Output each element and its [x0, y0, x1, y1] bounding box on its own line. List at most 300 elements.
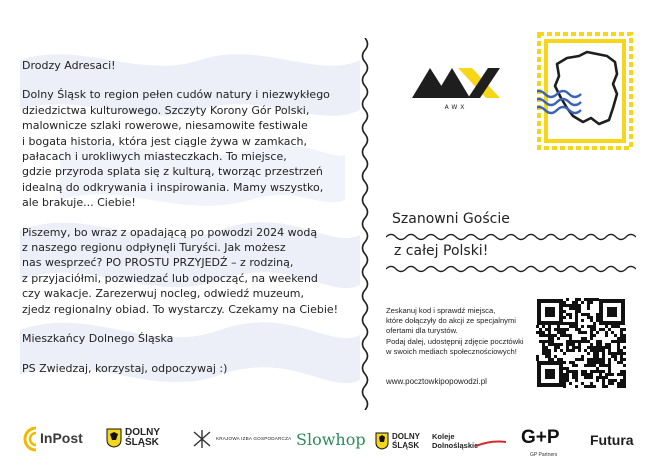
qr-module: [584, 376, 587, 379]
qr-module: [554, 349, 557, 352]
qr-module: [551, 337, 554, 340]
sponsor-dolny-slask-2-top: DOLNY: [392, 432, 420, 441]
qr-module: [596, 340, 599, 343]
qr-module: [611, 379, 614, 382]
qr-module: [575, 304, 578, 307]
qr-module: [569, 313, 572, 316]
qr-module: [554, 355, 557, 358]
qr-module: [581, 301, 584, 304]
qr-module: [578, 298, 581, 301]
qr-module: [602, 328, 605, 331]
sponsor-koleje-top: Koleje: [432, 432, 455, 441]
qr-module: [548, 355, 551, 358]
qr-module: [596, 376, 599, 379]
qr-module: [617, 352, 620, 355]
qr-module: [578, 304, 581, 307]
qr-module: [620, 358, 623, 361]
qr-module: [608, 379, 611, 382]
qr-module: [554, 328, 557, 331]
qr-module: [560, 334, 563, 337]
qr-module: [605, 325, 608, 328]
qr-module: [614, 355, 617, 358]
qr-module: [536, 331, 539, 334]
qr-module: [608, 361, 611, 364]
qr-module: [611, 340, 614, 343]
qr-module: [575, 298, 578, 301]
qr-module: [581, 337, 584, 340]
qr-module: [590, 325, 593, 328]
qr-module: [581, 340, 584, 343]
letter-greeting: Drodzy Adresaci!: [22, 59, 116, 72]
qr-module: [557, 337, 560, 340]
qr-module: [575, 385, 578, 388]
qr-module: [587, 373, 590, 376]
qr-module: [611, 373, 614, 376]
qr-module: [599, 340, 602, 343]
qr-module: [584, 298, 587, 301]
qr-module: [566, 379, 569, 382]
qr-module: [617, 340, 620, 343]
qr-module: [581, 358, 584, 361]
qr-module: [590, 316, 593, 319]
qr-module: [605, 334, 608, 337]
qr-module: [593, 325, 596, 328]
qr-module: [578, 331, 581, 334]
qr-module: [593, 352, 596, 355]
qr-module: [581, 325, 584, 328]
koleje-swoosh-icon: [476, 440, 506, 448]
qr-module: [563, 316, 566, 319]
qr-module: [566, 322, 569, 325]
qr-module: [575, 307, 578, 310]
qr-module: [623, 382, 626, 385]
qr-module: [602, 355, 605, 358]
qr-module: [575, 358, 578, 361]
qr-module: [563, 382, 566, 385]
qr-module: [590, 358, 593, 361]
qr-module: [557, 346, 560, 349]
qr-module: [572, 373, 575, 376]
qr-module: [578, 328, 581, 331]
qr-module: [581, 370, 584, 373]
qr-module: [617, 349, 620, 352]
qr-module: [554, 346, 557, 349]
qr-module: [620, 331, 623, 334]
qr-module: [548, 331, 551, 334]
qr-module: [572, 346, 575, 349]
qr-module: [572, 304, 575, 307]
qr-module: [590, 343, 593, 346]
qr-module: [593, 361, 596, 364]
qr-module: [602, 370, 605, 373]
qr-module: [590, 334, 593, 337]
qr-module: [620, 355, 623, 358]
qr-module: [536, 325, 539, 328]
qr-module: [551, 334, 554, 337]
qr-module: [623, 376, 626, 379]
qr-module: [551, 358, 554, 361]
qr-module: [578, 307, 581, 310]
qr-module: [596, 358, 599, 361]
qr-module: [614, 358, 617, 361]
qr-module: [572, 307, 575, 310]
address-line-2: z całej Polski!: [394, 243, 489, 259]
qr-module: [617, 382, 620, 385]
qr-module: [596, 298, 599, 301]
sponsor-krajowa-izba-gospodarcza: KRAJOWA IZBA GOSPODARCZA: [216, 436, 292, 441]
qr-module: [623, 385, 626, 388]
sponsor-dolny-slask-1-top: DOLNY: [125, 427, 160, 438]
qr-module: [563, 379, 566, 382]
qr-module: [563, 376, 566, 379]
qr-module: [593, 355, 596, 358]
qr-module: [575, 325, 578, 328]
qr-module: [587, 298, 590, 301]
qr-module: [617, 385, 620, 388]
qr-module: [569, 304, 572, 307]
qr-module: [569, 349, 572, 352]
qr-module: [617, 337, 620, 340]
kig-logo-icon: [190, 428, 214, 450]
qr-module: [617, 346, 620, 349]
qr-module: [599, 364, 602, 367]
qr-module: [620, 337, 623, 340]
qr-module: [578, 358, 581, 361]
qr-module: [590, 385, 593, 388]
qr-module: [566, 373, 569, 376]
qr-module: [575, 322, 578, 325]
qr-module: [566, 370, 569, 373]
qr-module: [575, 373, 578, 376]
qr-module: [587, 325, 590, 328]
qr-module: [581, 319, 584, 322]
dolny-slask-crest-icon-2: [375, 432, 389, 450]
qr-module: [590, 349, 593, 352]
qr-module: [557, 328, 560, 331]
qr-module: [596, 346, 599, 349]
qr-code[interactable]: [536, 298, 626, 388]
qr-module: [584, 370, 587, 373]
qr-module: [548, 340, 551, 343]
qr-module: [587, 364, 590, 367]
qr-module: [620, 361, 623, 364]
qr-module: [590, 331, 593, 334]
qr-module: [542, 334, 545, 337]
qr-module: [575, 346, 578, 349]
qr-module: [608, 382, 611, 385]
qr-module: [542, 331, 545, 334]
qr-module: [602, 346, 605, 349]
qr-module: [554, 334, 557, 337]
qr-module: [563, 385, 566, 388]
qr-module: [620, 334, 623, 337]
qr-module: [578, 343, 581, 346]
qr-module: [548, 334, 551, 337]
qr-module: [545, 349, 548, 352]
qr-module: [560, 343, 563, 346]
qr-module: [536, 355, 539, 358]
qr-module: [584, 340, 587, 343]
qr-module: [608, 346, 611, 349]
qr-module: [608, 349, 611, 352]
qr-module: [560, 331, 563, 334]
qr-module: [602, 364, 605, 367]
address-line-1: Szanowni Goście: [392, 211, 510, 227]
qr-module: [557, 325, 560, 328]
qr-module: [608, 352, 611, 355]
qr-module: [599, 370, 602, 373]
qr-module: [596, 349, 599, 352]
qr-module: [620, 385, 623, 388]
qr-module: [596, 319, 599, 322]
qr-module: [563, 331, 566, 334]
qr-module: [575, 313, 578, 316]
qr-module: [566, 349, 569, 352]
qr-module: [596, 355, 599, 358]
qr-module: [545, 355, 548, 358]
qr-module: [599, 328, 602, 331]
qr-module: [542, 346, 545, 349]
qr-module: [572, 376, 575, 379]
qr-module: [605, 364, 608, 367]
qr-module: [548, 337, 551, 340]
qr-module: [566, 298, 569, 301]
qr-module: [596, 313, 599, 316]
qr-module: [539, 340, 542, 343]
qr-module: [620, 379, 623, 382]
qr-module: [563, 304, 566, 307]
letter-ps: PS Zwiedzaj, korzystaj, odpoczywaj :): [22, 361, 228, 375]
qr-module: [602, 361, 605, 364]
qr-module: [614, 352, 617, 355]
qr-module: [593, 334, 596, 337]
qr-module: [605, 331, 608, 334]
qr-module: [602, 358, 605, 361]
qr-module: [599, 346, 602, 349]
qr-module: [599, 358, 602, 361]
qr-module: [575, 310, 578, 313]
qr-module: [569, 307, 572, 310]
qr-module: [623, 346, 626, 349]
qr-module: [590, 298, 593, 301]
qr-module: [599, 361, 602, 364]
sponsor-slowhop: Slowhop: [296, 430, 366, 449]
qr-module: [572, 301, 575, 304]
website-link[interactable]: www.pocztowkipopowodzi.pl: [386, 377, 487, 386]
qr-module: [563, 361, 566, 364]
qr-module: [620, 352, 623, 355]
address-underline-1: [386, 232, 636, 242]
qr-module: [575, 316, 578, 319]
qr-module: [539, 334, 542, 337]
qr-module: [569, 370, 572, 373]
qr-module: [563, 301, 566, 304]
qr-module: [608, 373, 611, 376]
qr-module: [593, 358, 596, 361]
qr-module: [584, 337, 587, 340]
qr-module: [566, 367, 569, 370]
qr-module: [602, 349, 605, 352]
qr-module: [572, 349, 575, 352]
qr-module: [563, 310, 566, 313]
qr-module: [545, 328, 548, 331]
qr-module: [608, 358, 611, 361]
sponsor-gp: G+P: [521, 427, 560, 448]
qr-module: [542, 349, 545, 352]
qr-module: [563, 352, 566, 355]
qr-module: [587, 352, 590, 355]
qr-module: [620, 349, 623, 352]
sponsor-futura: Futura: [590, 432, 634, 448]
qr-module: [557, 331, 560, 334]
qr-module: [605, 373, 608, 376]
qr-module: [623, 364, 626, 367]
qr-module: [623, 373, 626, 376]
qr-module: [560, 328, 563, 331]
dolny-slask-crest-icon: [106, 428, 122, 448]
qr-module: [584, 331, 587, 334]
sponsor-koleje-dolnoslaskie: [432, 432, 478, 450]
qr-module: [608, 364, 611, 367]
qr-module: [614, 340, 617, 343]
qr-module: [590, 301, 593, 304]
qr-module: [623, 328, 626, 331]
qr-module: [569, 382, 572, 385]
qr-module: [542, 340, 545, 343]
qr-module: [620, 340, 623, 343]
qr-module: [584, 364, 587, 367]
letter-text: [22, 58, 362, 376]
qr-module: [587, 376, 590, 379]
qr-module: [578, 349, 581, 352]
qr-module: [572, 340, 575, 343]
qr-module: [551, 340, 554, 343]
sponsor-dolny-slask-2-bottom: ŚLĄSK: [392, 440, 420, 450]
qr-module: [566, 346, 569, 349]
qr-module: [587, 304, 590, 307]
qr-module: [554, 343, 557, 346]
qr-module: [539, 331, 542, 334]
qr-module: [614, 334, 617, 337]
qr-module: [575, 379, 578, 382]
qr-module: [566, 376, 569, 379]
qr-module: [563, 367, 566, 370]
qr-module: [593, 298, 596, 301]
qr-module: [593, 385, 596, 388]
qr-module: [557, 358, 560, 361]
qr-module: [587, 313, 590, 316]
qr-module: [572, 370, 575, 373]
qr-module: [602, 376, 605, 379]
qr-module: [587, 301, 590, 304]
qr-module: [584, 313, 587, 316]
qr-module: [599, 373, 602, 376]
qr-module: [578, 340, 581, 343]
sponsor-dolny-slask-1-bottom: ŚLĄSK: [125, 437, 159, 448]
qr-module: [572, 343, 575, 346]
qr-module: [566, 328, 569, 331]
qr-module: [608, 343, 611, 346]
qr-module: [569, 343, 572, 346]
qr-module: [596, 316, 599, 319]
letter-paragraph-1: Dolny Śląsk to region pełen cudów natury i niezwykłego dziedzictwa kulturowego. Szczyty Korony Gór Polski, malownicze szlaki rowerowe, niesamowite festiwale i bogata historia, która jest ciągle żywa w zamkach, pałacach i urokliwych miasteczkach. To miejsce, gdzie przyroda splata się z kulturą, tworząc przestrzeń idealną do odkrywania i inspirowania. Mamy wszystko, ale brakuje... Ciebie!: [22, 88, 330, 210]
qr-module: [566, 334, 569, 337]
qr-module: [581, 373, 584, 376]
qr-module: [593, 346, 596, 349]
qr-module: [608, 328, 611, 331]
qr-module: [596, 352, 599, 355]
qr-module: [590, 346, 593, 349]
qr-module: [596, 370, 599, 373]
qr-module: [602, 382, 605, 385]
qr-module: [611, 352, 614, 355]
qr-module: [548, 325, 551, 328]
qr-module: [623, 334, 626, 337]
qr-module: [539, 328, 542, 331]
qr-module: [572, 322, 575, 325]
sponsor-koleje-bottom: Dolnośląskie: [432, 441, 479, 450]
letter-paragraph-2: Piszemy, bo wraz z opadającą po powodzi 2024 wodą z naszego regionu odpłynęli Turyści. Jak możesz nas wesprzeć? PO PROSTU PRZYJEDŹ – z rodziną, z przyjaciółmi, pozwiedzać lub odpocząć, na weekend czy wakacje. Zarezerwuj nocleg, odwiedź muzeum, zjedz regionalny obiad. To wystarczy. Czekamy na Ciebie!: [22, 225, 339, 316]
qr-module: [620, 373, 623, 376]
qr-module: [569, 325, 572, 328]
qr-module: [560, 349, 563, 352]
qr-module: [602, 385, 605, 388]
qr-module: [575, 319, 578, 322]
qr-module: [593, 328, 596, 331]
qr-module: [620, 370, 623, 373]
qr-module: [599, 349, 602, 352]
qr-module: [542, 325, 545, 328]
qr-module: [569, 337, 572, 340]
qr-module: [560, 358, 563, 361]
qr-instructions-text: Zeskanuj kod i sprawdź miejsca, które dołączyły do akcji ze specjalnymi ofertami dla turystów. Podaj dalej, udostępnij zdjęcie pocztówki w swoich mediach społecznościowych!: [386, 306, 524, 356]
qr-module: [593, 364, 596, 367]
qr-module: [590, 373, 593, 376]
qr-module: [623, 379, 626, 382]
sponsor-inpost: InPost: [40, 430, 83, 446]
qr-module: [590, 370, 593, 373]
address-underline-2: [386, 264, 636, 274]
qr-module: [575, 340, 578, 343]
qr-module: [611, 382, 614, 385]
qr-module: [575, 364, 578, 367]
qr-module: [605, 376, 608, 379]
qr-module: [617, 373, 620, 376]
qr-module: [590, 376, 593, 379]
qr-module: [623, 370, 626, 373]
qr-module: [566, 343, 569, 346]
qr-module: [593, 322, 596, 325]
qr-module: [557, 343, 560, 346]
qr-instructions: [386, 306, 536, 357]
qr-module: [548, 352, 551, 355]
qr-module: [575, 328, 578, 331]
qr-module: [614, 325, 617, 328]
qr-module: [542, 343, 545, 346]
qr-module: [542, 352, 545, 355]
qr-module: [578, 346, 581, 349]
qr-module: [581, 355, 584, 358]
qr-module: [602, 379, 605, 382]
qr-module: [617, 361, 620, 364]
qr-module: [590, 319, 593, 322]
qr-module: [548, 358, 551, 361]
qr-module: [563, 322, 566, 325]
qr-module: [569, 334, 572, 337]
qr-module: [623, 358, 626, 361]
qr-module: [545, 334, 548, 337]
qr-module: [569, 322, 572, 325]
